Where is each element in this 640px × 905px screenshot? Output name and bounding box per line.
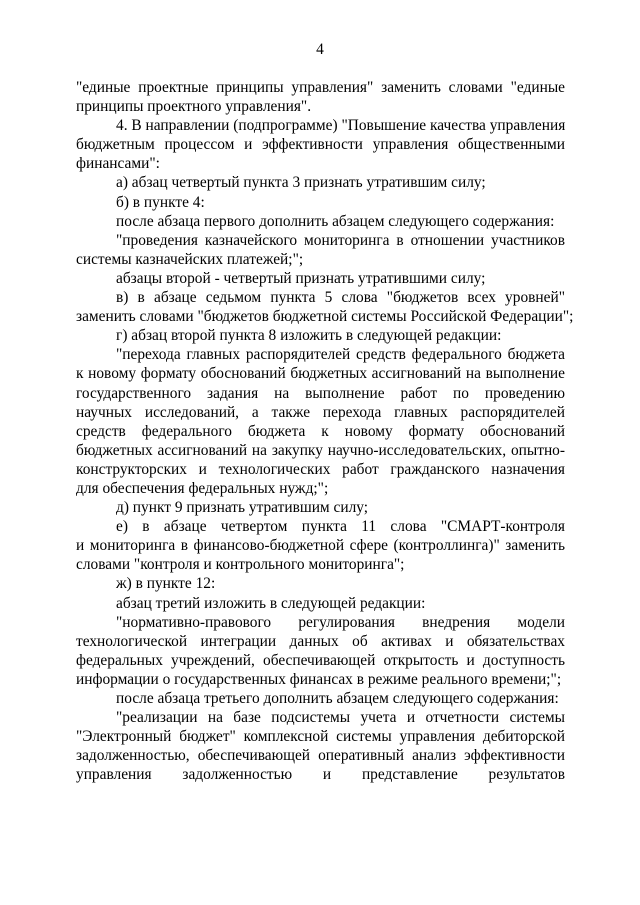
text-line: после абзаца третьего дополнить абзацем следующего содержания: [116, 690, 559, 707]
text-line: а) абзац четвертый пункта 3 признать утратившим силу; [116, 174, 486, 192]
text-line: абзац третий изложить в следующей редакции: [116, 594, 426, 612]
text-line: "единые проектные принципы управления" заменить словами "единые [76, 79, 565, 96]
text-line: технологической интеграции данных об активах и обязательствах [76, 632, 565, 650]
text-line: принципы проектного управления". [76, 98, 312, 116]
body-text [76, 78, 574, 784]
text-line: и мониторинга в финансово-бюджетной сфере (контроллинга)" заменить [76, 537, 565, 555]
text-line: задолженностью, обеспечивающей оперативный анализ эффективности [76, 747, 565, 765]
text-line: "нормативно-правового регулирования внедрения модели [116, 613, 565, 631]
text-line: бюджетных ассигнований на закупку научно-исследовательских, опытно- [76, 441, 565, 459]
text-line: информации о государственных финансах в режиме реального времени;"; [76, 670, 562, 688]
page-number: 4 [316, 41, 324, 58]
text-line: "Электронный бюджет" комплексной системы управления дебиторской [76, 728, 565, 746]
text-line: системы казначейских платежей;"; [76, 250, 304, 268]
text-line: федеральных учреждений, обеспечивающей открытость и доступность [76, 651, 565, 669]
text-line: словами "контроля и контрольного мониторинга"; [76, 556, 405, 574]
text-line: 4. В направлении (подпрограмме) "Повышение качества управления [116, 117, 566, 135]
text-line: конструкторских и технологических работ гражданского назначения [76, 460, 565, 478]
text-line: б) в пункте 4: [116, 193, 205, 211]
text-line: научных исследований, а также перехода главных распорядителей [76, 403, 565, 421]
text-line: "перехода главных распорядителей средств федерального бюджета [116, 346, 565, 364]
text-line: управления задолженностью и представление результатов [76, 766, 565, 784]
text-line: г) абзац второй пункта 8 изложить в следующей редакции: [116, 327, 502, 345]
text-line: в) в абзаце седьмом пункта 5 слова "бюджетов всех уровней" [116, 289, 565, 307]
text-line: бюджетным процессом и эффективности управления общественными [76, 136, 565, 154]
text-line: средств федерального бюджета к новому формату обоснований [76, 422, 565, 440]
text-line: к новому формату обоснований бюджетных ассигнований на выполнение [76, 365, 565, 383]
text-line: после абзаца первого дополнить абзацем следующего содержания: [116, 212, 555, 230]
text-line: финансами": [76, 155, 160, 173]
text-line: е) в абзаце четвертом пункта 11 слова "СМАРТ-контроля [116, 518, 565, 536]
text-line: заменить словами "бюджетов бюджетной системы Российской Федерации"; [76, 308, 574, 326]
text-line: "проведения казначейского мониторинга в отношении участников [116, 231, 565, 249]
text-line: ж) в пункте 12: [116, 575, 216, 593]
text-line: для обеспечения федеральных нужд;"; [76, 479, 329, 497]
text-line: "реализации на базе подсистемы учета и отчетности системы [116, 709, 565, 727]
text-line: абзацы второй - четвертый признать утратившими силу; [116, 269, 486, 287]
text-line: д) пункт 9 признать утратившим силу; [116, 499, 369, 517]
text-line: государственного задания на выполнение работ по проведению [76, 384, 565, 402]
